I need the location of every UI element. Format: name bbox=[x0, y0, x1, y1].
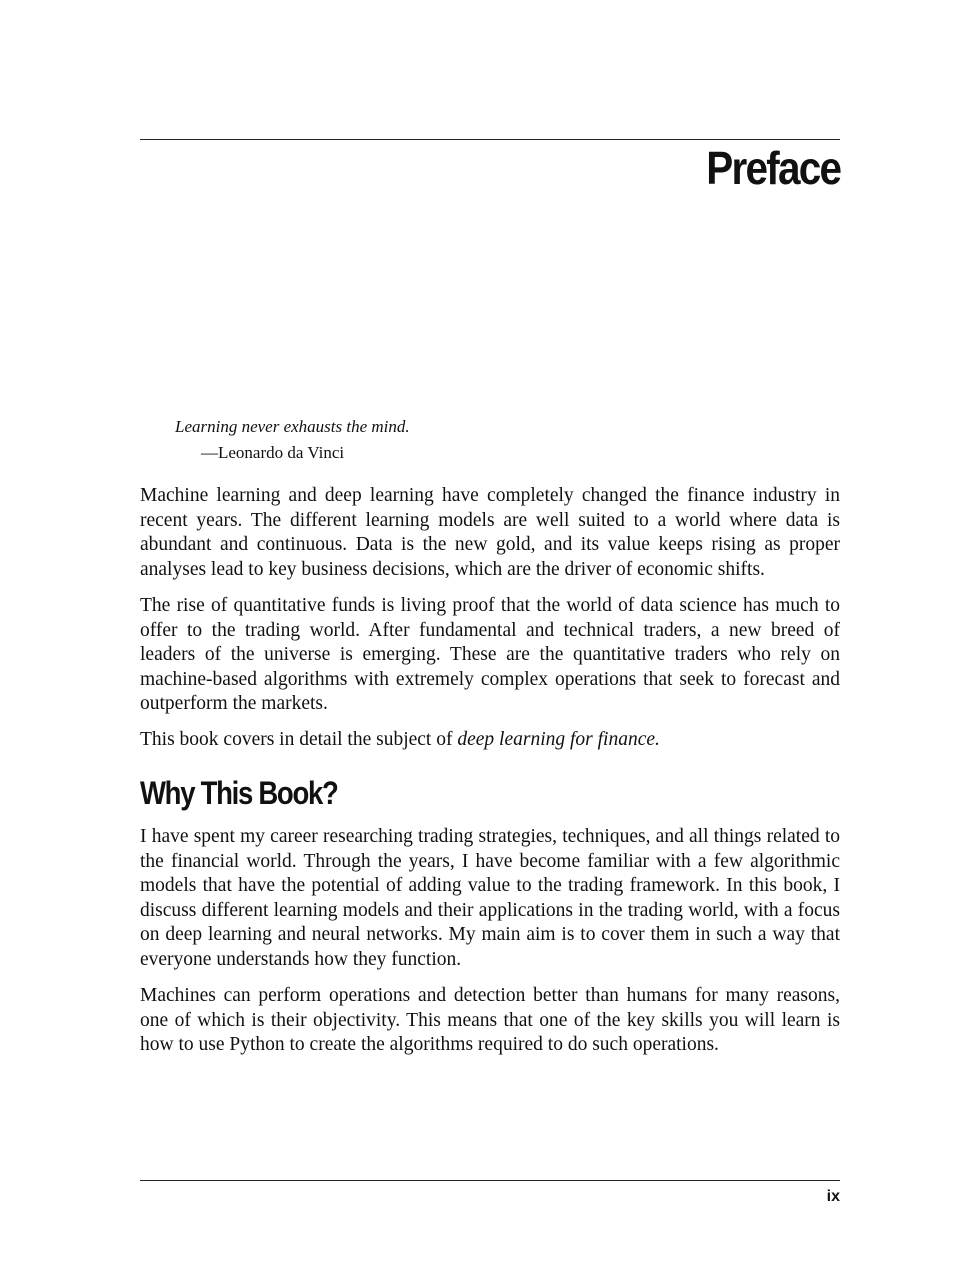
epigraph bbox=[175, 414, 410, 466]
paragraph-5: Machines can perform operations and detection better than humans for many reasons, one of which is their objectivity. This means that one of the key skills you will learn is how to use Python to create the algorithms required to do such operations. bbox=[140, 985, 840, 1055]
epigraph-quote: Learning never exhausts the mind. bbox=[175, 417, 410, 436]
epigraph-attribution: —Leonardo da Vinci bbox=[201, 443, 345, 462]
section-heading: Why This Book? bbox=[140, 775, 338, 811]
chapter-title: Preface bbox=[706, 142, 840, 194]
paragraph-3-emphasis: deep learning for finance. bbox=[457, 729, 660, 750]
book-page bbox=[140, 0, 840, 1286]
page-number: ix bbox=[826, 1188, 840, 1205]
paragraph-2: The rise of quantitative funds is living proof that the world of data science has much to offer to the trading world. After fundamental and technical traders, a new breed of leaders of the universe is emerging. These are the quantitative traders who rely on machine-based algorithms with extremely complex operations that seek to forecast and outperform the markets. bbox=[140, 595, 840, 714]
paragraph-1: Machine learning and deep learning have completely changed the finance industry in recent years. The different learning models are well suited to a world where data is abundant and continuous. Data is the new gold, and its value keeps rising as proper analyses lead to key business decisions, which are the driver of economic shifts. bbox=[140, 485, 840, 580]
paragraph-3 bbox=[140, 728, 840, 753]
paragraph-4: I have spent my career researching trading strategies, techniques, and all things related to the financial world. Through the years, I have become familiar with a few algorithmic models that have the potential of adding value to the trading framework. In this book, I discuss different learning models and their applications in the trading world, with a focus on deep learning and neural networks. My main aim is to cover them in such a way that everyone understands how they function. bbox=[140, 826, 840, 970]
bottom-rule bbox=[140, 1180, 840, 1181]
paragraph-3-text: This book covers in detail the subject of bbox=[140, 729, 458, 750]
